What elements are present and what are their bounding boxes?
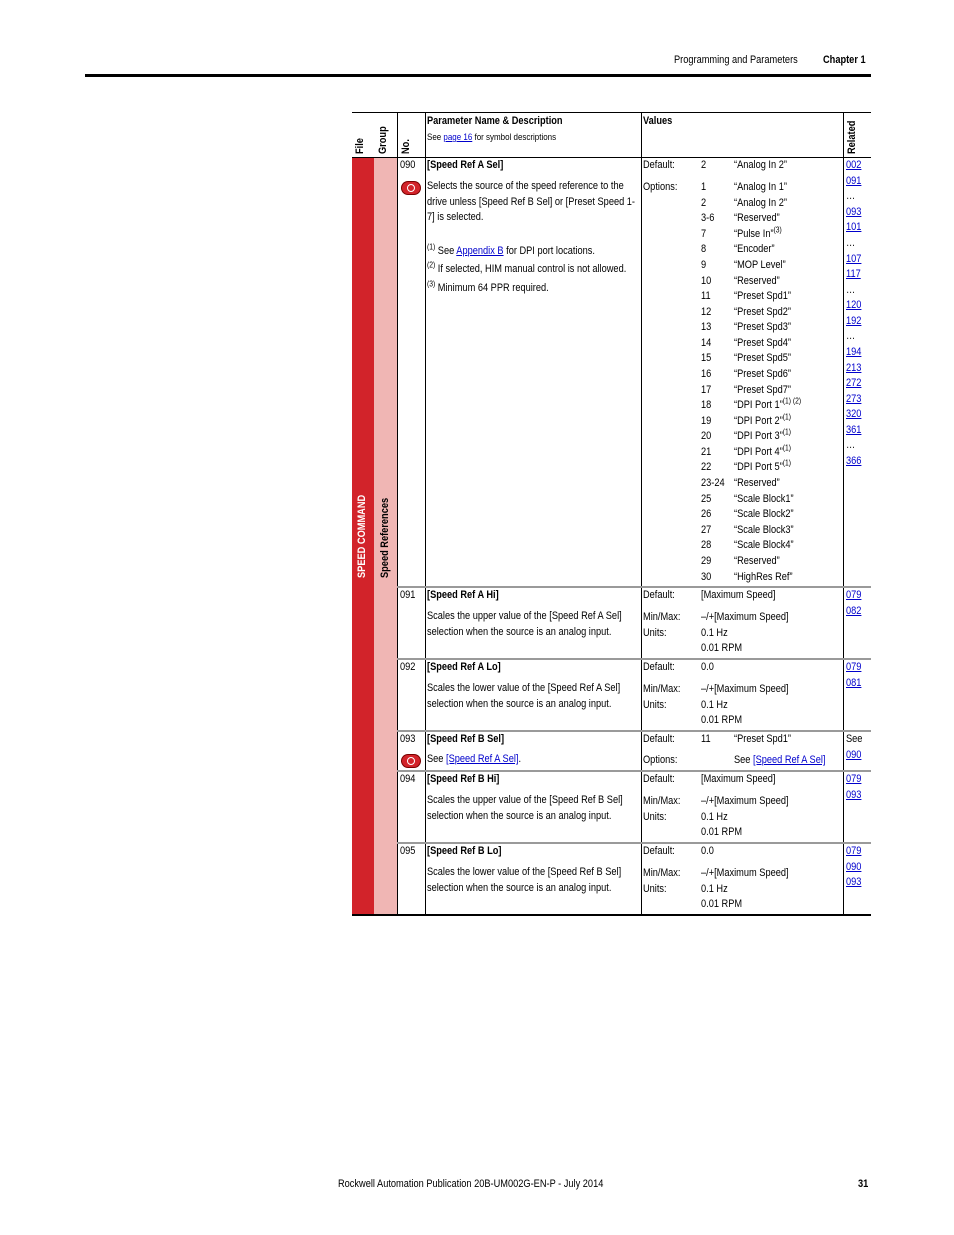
related-param-link[interactable]: 082 [846, 604, 862, 617]
option-number: 30 [701, 570, 712, 583]
param-092-no: 092 [400, 661, 416, 673]
param-092-default-label: Default: [643, 661, 675, 673]
header-file: File [354, 138, 366, 154]
param-091-no: 091 [400, 589, 416, 601]
param-092-minmax-value: –/+[Maximum Speed] [701, 683, 789, 695]
option-number: 2 [701, 196, 707, 209]
stop-drive-icon [402, 182, 420, 194]
option-footnote-ref: (1) [782, 458, 792, 468]
option-label: “Preset Spd7” [734, 383, 792, 396]
related-ellipsis: … [846, 190, 857, 203]
related-param-link[interactable]: 079 [846, 773, 862, 785]
related-ellipsis: … [846, 236, 857, 249]
param-092-minmax-label: Min/Max: [643, 683, 681, 695]
option-number: 19 [701, 414, 712, 427]
param-090-default-label: Default: [643, 159, 675, 171]
param-090-default-num: 2 [701, 159, 707, 171]
param-095-units-hz: 0.1 Hz [701, 883, 728, 895]
related-param-link[interactable]: 320 [846, 408, 862, 421]
page-16-link[interactable]: page 16 [443, 132, 473, 143]
header-name: Parameter Name & Description [427, 115, 563, 127]
speed-ref-a-sel-link[interactable]: [Speed Ref A Sel] [753, 754, 826, 766]
option-label: “Analog In 2” [734, 196, 787, 209]
param-094-minmax-value: –/+[Maximum Speed] [701, 795, 789, 807]
parameter-table [352, 112, 871, 915]
param-091-name: [Speed Ref A Hi] [427, 589, 499, 601]
option-label: “Reserved” [734, 212, 780, 225]
option-number: 15 [701, 352, 712, 365]
param-095-minmax-label: Min/Max: [643, 867, 681, 879]
param-092-desc: Scales the lower value of the [Speed Ref A Sel] selection when the source is an analog input. [427, 682, 621, 710]
header-rule [85, 74, 871, 77]
option-label: “DPI Port 1”$^{(1) (2)}$ [734, 396, 802, 412]
option-label: “Reserved” [734, 274, 780, 287]
param-091-minmax-value: –/+[Maximum Speed] [701, 611, 789, 623]
option-number: 21 [701, 445, 712, 458]
option-label: “Reserved” [734, 554, 780, 567]
running-header-section: Programming and Parameters [674, 54, 798, 66]
param-093-desc: See [Speed Ref A Sel]. [427, 753, 522, 765]
param-091-minmax-label: Min/Max: [643, 611, 681, 623]
param-091-default-label: Default: [643, 589, 675, 601]
related-param-link[interactable]: 090 [846, 749, 862, 761]
param-095-desc: Scales the lower value of the [Speed Ref B Sel] selection when the source is an analog input. [427, 866, 622, 894]
option-footnote-ref: (1) [782, 443, 792, 453]
option-label: “Scale Block2” [734, 508, 794, 521]
param-094-units-rpm: 0.01 RPM [701, 826, 743, 838]
footer-publication: Rockwell Automation Publication 20B-UM002G-EN-P - July 2014 [338, 1178, 604, 1190]
param-091-units-label: Units: [643, 627, 667, 639]
related-param-link[interactable]: 213 [846, 361, 862, 374]
option-footnote-ref: (3) [773, 225, 782, 235]
option-label: “DPI Port 3”$^{(1)}$ [734, 427, 792, 443]
related-param-link[interactable]: 194 [846, 346, 862, 358]
param-092-units-rpm: 0.01 RPM [701, 714, 743, 726]
option-number: 20 [701, 430, 712, 443]
related-param-link[interactable]: 093 [846, 876, 862, 889]
related-param-link[interactable]: 101 [846, 221, 862, 234]
group-label: Speed References [379, 497, 391, 578]
stop-drive-icon [402, 755, 420, 767]
option-number: 12 [701, 305, 712, 318]
footnote-3: $^{(3)}$ Minimum 64 PPR required. [427, 279, 549, 294]
option-number: 26 [701, 508, 712, 521]
param-092-units-hz: 0.1 Hz [701, 699, 728, 711]
header-no: No. [400, 139, 412, 154]
header-related: Related [846, 120, 858, 154]
option-number: 11 [701, 290, 711, 303]
speed-ref-a-sel-link[interactable]: [Speed Ref A Sel] [446, 753, 519, 765]
related-param-link[interactable]: 107 [846, 252, 862, 265]
param-094-minmax-label: Min/Max: [643, 795, 681, 807]
option-number: 8 [701, 243, 707, 256]
option-number: 9 [701, 258, 707, 271]
option-footnote-ref: (1) [782, 427, 792, 437]
param-094-units-label: Units: [643, 811, 667, 823]
param-094-desc: Scales the upper value of the [Speed Ref B Sel] selection when the source is an analog input. [427, 794, 623, 822]
related-param-link[interactable]: 192 [846, 314, 862, 327]
param-094-no: 094 [400, 773, 416, 785]
option-label: “Scale Block4” [734, 539, 794, 552]
option-number: 16 [701, 368, 712, 380]
related-param-link[interactable]: 079 [846, 589, 862, 601]
option-label: “Preset Spd1” [734, 290, 792, 303]
param-090-desc: Selects the source of the speed reference to the drive unless [Speed Ref B Sel] or [Preset Speed 1-7] is selected. [427, 180, 636, 224]
option-label: “DPI Port 4”$^{(1)}$ [734, 443, 792, 458]
option-number: 22 [701, 461, 712, 474]
param-095-minmax-value: –/+[Maximum Speed] [701, 867, 789, 879]
option-label: “MOP Level” [734, 258, 786, 271]
related-param-link[interactable]: 093 [846, 788, 862, 801]
related-param-link[interactable]: 090 [846, 860, 862, 873]
option-label: “Analog In 1” [734, 181, 787, 193]
related-param-link[interactable]: 091 [846, 174, 862, 187]
param-095-no: 095 [400, 845, 416, 857]
related-param-link[interactable]: 002 [846, 159, 862, 171]
option-number: 3-6 [701, 212, 715, 225]
related-param-link[interactable]: 120 [846, 299, 862, 312]
option-number: 14 [701, 336, 712, 349]
param-092-default-value: 0.0 [701, 661, 714, 673]
header-group: Group [377, 126, 389, 154]
option-number: 10 [701, 274, 712, 287]
related-param-link[interactable]: 361 [846, 423, 862, 436]
option-number: 25 [701, 492, 712, 505]
option-number: 18 [701, 399, 712, 412]
related-param-link[interactable]: 081 [846, 676, 862, 689]
param-090-no: 090 [400, 159, 416, 171]
param-093-default-label: Default: [643, 733, 675, 745]
param-091-default-value: [Maximum Speed] [701, 589, 776, 601]
related-param-link[interactable]: 273 [846, 392, 862, 405]
param-095-default-value: 0.0 [701, 845, 714, 857]
footnote-2: $^{(2)}$ If selected, HIM manual control is not allowed. [427, 260, 627, 275]
param-090-default-value: “Analog In 2” [734, 159, 787, 171]
param-093-no: 093 [400, 733, 416, 745]
param-094-units-hz: 0.1 Hz [701, 811, 728, 823]
file-label: SPEED COMMAND [356, 494, 368, 578]
option-label: “DPI Port 2”$^{(1)}$ [734, 412, 792, 427]
related-param-link[interactable]: 272 [846, 377, 862, 390]
param-093-name: [Speed Ref B Sel] [427, 733, 505, 745]
param-093-default-value: “Preset Spd1” [734, 733, 792, 745]
related-param-link[interactable]: 093 [846, 205, 862, 218]
option-label: “HighRes Ref” [734, 570, 793, 583]
param-093-options-label: Options: [643, 754, 678, 766]
param-092-name: [Speed Ref A Lo] [427, 661, 501, 673]
option-label: “Preset Spd6” [734, 368, 792, 380]
param-090-name: [Speed Ref A Sel] [427, 159, 504, 171]
option-footnote-ref: (1) [782, 412, 792, 422]
option-label: “Encoder” [734, 243, 775, 256]
footnote-1: $^{(1)}$ See Appendix B for DPI port locations. [427, 242, 595, 257]
related-ellipsis: … [846, 439, 857, 452]
option-number: 1 [701, 181, 707, 193]
footer-page-number: 31 [858, 1178, 869, 1190]
related-param-link[interactable]: 117 [846, 268, 861, 281]
related-param-link[interactable]: 079 [846, 845, 862, 857]
param-090-options-label: Options: [643, 181, 678, 193]
option-label: “Preset Spd4” [734, 336, 792, 349]
header-values: Values [643, 115, 673, 127]
option-number: 27 [701, 523, 712, 536]
param-093-related-see: See [846, 733, 863, 745]
param-091-units-rpm: 0.01 RPM [701, 642, 743, 654]
related-param-link[interactable]: 366 [846, 455, 862, 467]
option-number: 13 [701, 321, 712, 334]
option-label: “Preset Spd3” [734, 321, 792, 334]
option-label: “DPI Port 5”$^{(1)}$ [734, 458, 792, 474]
param-095-units-rpm: 0.01 RPM [701, 898, 743, 910]
related-ellipsis: … [846, 283, 857, 296]
option-label: “Pulse In”$^{(3)}$ [734, 225, 782, 240]
related-ellipsis: … [846, 330, 857, 343]
param-094-name: [Speed Ref B Hi] [427, 773, 500, 785]
param-095-default-label: Default: [643, 845, 675, 857]
option-number: 28 [701, 539, 712, 552]
option-number: 29 [701, 554, 712, 567]
param-094-default-value: [Maximum Speed] [701, 773, 776, 785]
option-number: 23-24 [701, 477, 725, 489]
param-095-units-label: Units: [643, 883, 667, 895]
param-092-units-label: Units: [643, 699, 667, 711]
option-label: “Reserved” [734, 477, 780, 489]
param-091-desc: Scales the upper value of the [Speed Ref A Sel] selection when the source is an analog input. [427, 610, 622, 638]
header-name-sub: See page 16 for symbol descriptions [427, 132, 557, 143]
param-093-options-value: See [Speed Ref A Sel] [734, 754, 826, 766]
option-label: “Scale Block1” [734, 492, 794, 505]
running-header-chapter: Chapter 1 [823, 54, 866, 66]
param-095-name: [Speed Ref B Lo] [427, 845, 502, 857]
param-093-default-num: 11 [701, 733, 711, 745]
param-094-default-label: Default: [643, 773, 675, 785]
related-param-link[interactable]: 079 [846, 661, 862, 673]
param-091-units-hz: 0.1 Hz [701, 627, 728, 639]
option-label: “Preset Spd2” [734, 305, 792, 318]
option-label: “Scale Block3” [734, 523, 794, 536]
option-footnote-ref: (1) (2) [782, 396, 802, 406]
option-label: “Preset Spd5” [734, 352, 792, 365]
option-number: 7 [701, 227, 707, 240]
appendix-b-link[interactable]: Appendix B [456, 245, 504, 257]
option-number: 17 [701, 383, 712, 396]
